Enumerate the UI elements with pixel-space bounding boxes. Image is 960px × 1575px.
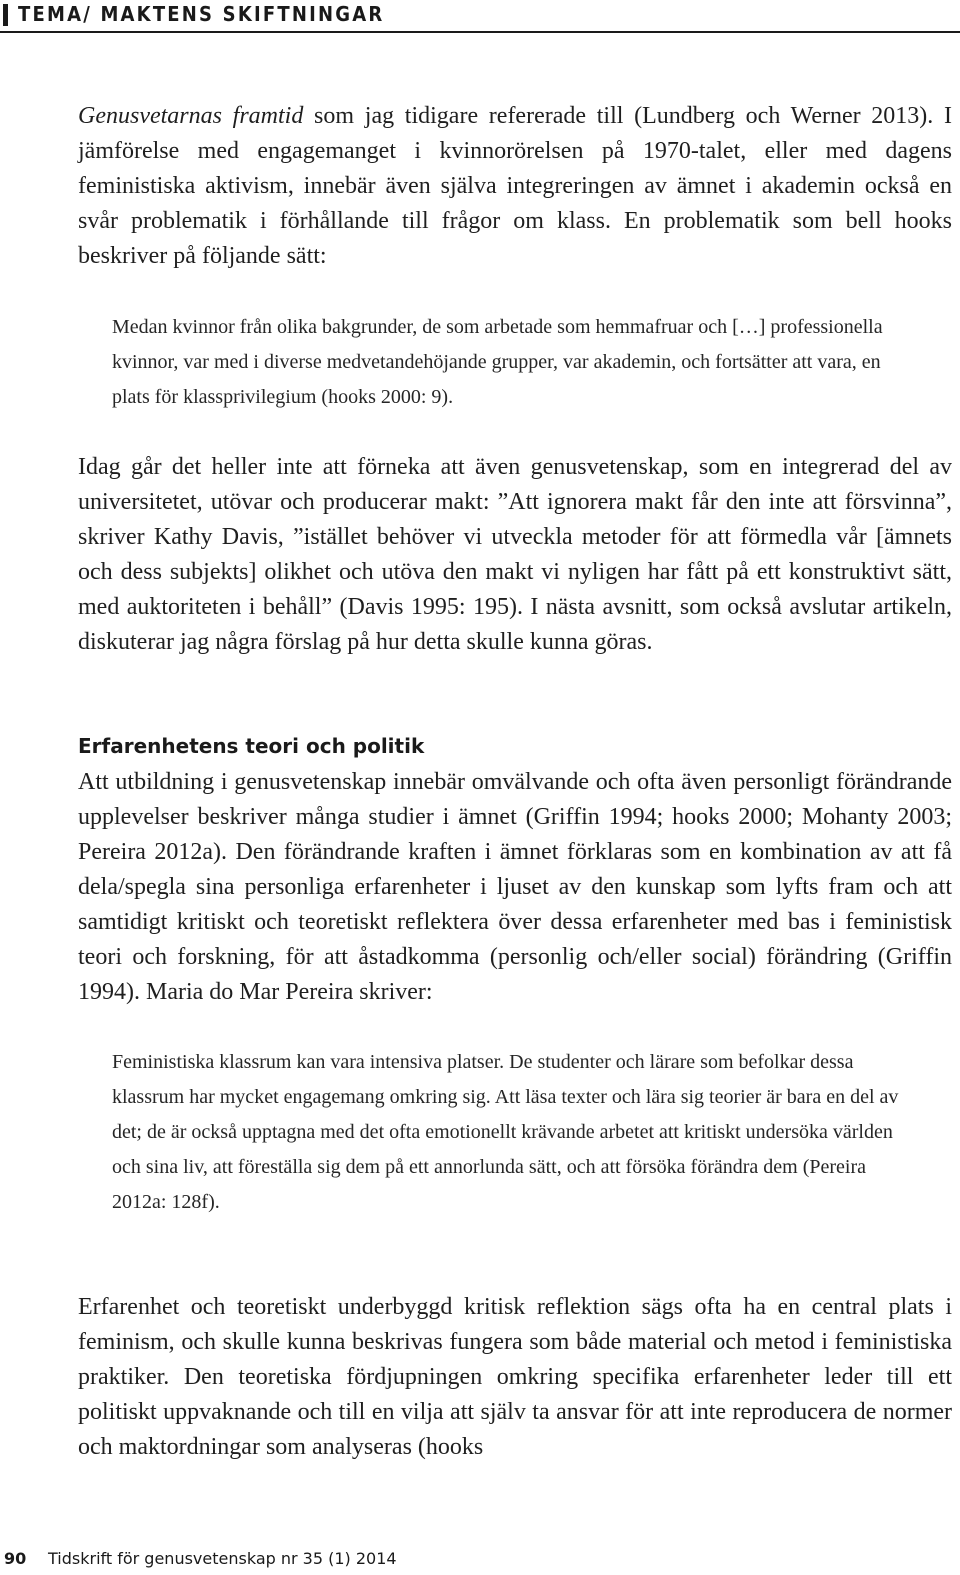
running-header xyxy=(0,0,960,33)
paragraph-2: Idag går det heller inte att förneka att även genusvetenskap, som en integrerad del av universitetet, utövar och producerar makt: ”Att ignorera makt får den inte att försvinna”, skriver Kathy Davis, ”istället behöver vi utveckla metoder för att förmedla vår [ämnets och dess subjekts] olikhet och utöva den makt vi nyligen har fått på ett konstruktivt sätt, med auktoriteten i behåll” (Davis 1995: 195). I nästa avsnitt, som också avslutar artikeln, diskuterar jag några förslag på hur detta skulle kunna göras. xyxy=(78,454,952,655)
block-quote-2: Feministiska klassrum kan vara intensiva platser. De studenter och lärare som befolkar dessa klassrum har mycket engagemang omkring sig. Att läsa texter och lära sig teorier är bara en del av det; de är också upptagna med det ofta emotionellt krävande arbetet att kritiskt undersöka världen och sina liv, att föreställa sig dem på ett annorlunda sätt, och att försöka förändra dem (Pereira 2012a: 128f). xyxy=(112,1051,899,1213)
book-title: Genusvetarnas framtid xyxy=(78,103,304,129)
page-number: 90 xyxy=(4,1549,27,1568)
journal-name: Tidskrift för genusvetenskap nr 35 (1) 2014 xyxy=(48,1549,397,1568)
paragraph-1 xyxy=(78,99,952,274)
header-accent-bar xyxy=(3,4,8,26)
section-title: TEMA/ MAKTENS SKIFTNINGAR xyxy=(18,2,385,26)
header-rule xyxy=(0,31,960,33)
section-heading: Erfarenhetens teori och politik xyxy=(78,734,425,758)
page-footer xyxy=(0,1545,960,1575)
block-quote-1: Medan kvinnor från olika bakgrunder, de som arbetade som hemmafruar och […] professionella kvinnor, var med i diverse medvetandehöjande grupper, var akademin, och fortsätter att vara, en plats för klassprivilegium (hooks 2000: 9). xyxy=(112,316,883,408)
paragraph-1-text: som jag tidigare refererade till (Lundberg och Werner 2013). I jämförelse med engagemanget i kvinnorörelsen på 1970-talet, eller med dagens feministiska aktivism, innebär även själva integreringen av ämnet i akademin också en svår problematik i förhållande till frågor om klass. En problematik som bell hooks beskriver på följande sätt: xyxy=(78,103,952,269)
paragraph-3: Att utbildning i genusvetenskap innebär omvälvande och ofta även personligt förändrande upplevelser beskriver många studier i ämnet (Griffin 1994; hooks 2000; Mohanty 2003; Pereira 2012a). Den förändrande kraften i ämnet förklaras som en kombination av att få dela/spegla sina personliga erfarenheter i ljuset av den kunskap som lyfts fram och att samtidigt kritiskt och teoretiskt reflektera över dessa erfarenheter med bas i feministisk teori och forskning, för att åstadkomma (personlig och/eller social) förändring (Griffin 1994). Maria do Mar Pereira skriver: xyxy=(78,769,952,1005)
paragraph-4: Erfarenhet och teoretiskt underbyggd kritisk reflektion sägs ofta ha en central plats i feminism, och skulle kunna beskrivas fungera som både material och metod i feministiska praktiker. Den teoretiska fördjupningen omkring specifika erfarenheter leder till ett politiskt uppvaknande och till en vilja att själv ta ansvar för att inte reproducera de normer och maktordningar som analyseras (hooks xyxy=(78,1294,952,1460)
